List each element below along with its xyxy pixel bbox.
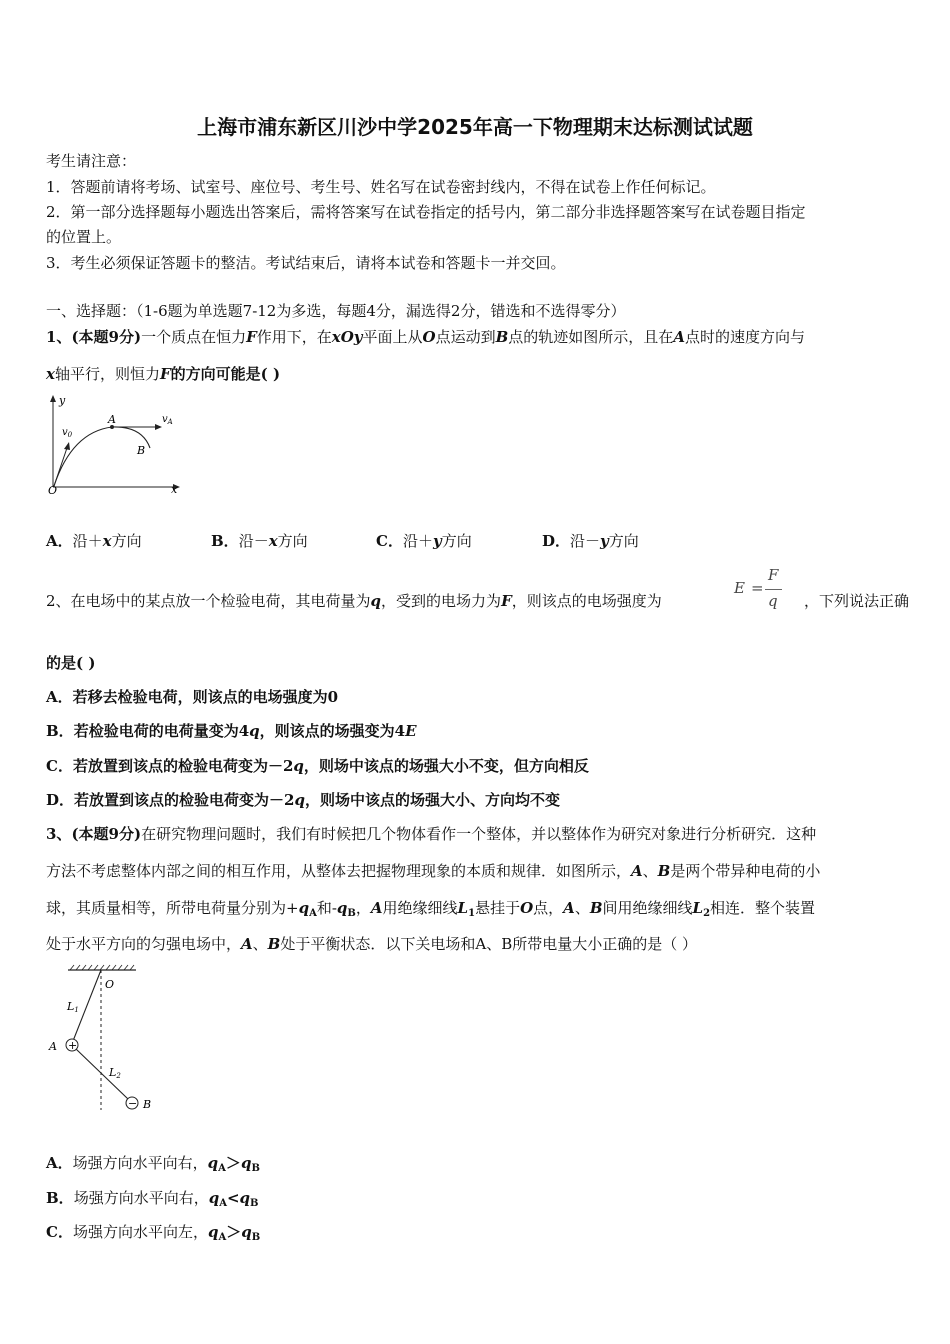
q3-text: 点， xyxy=(533,899,564,917)
notice-item-2: 2．第一部分选择题每小题选出答案后，需将答案写在试卷指定的括号内，第二部分非选择题答案写在试卷题目指定 xyxy=(46,203,806,221)
q1-text: 点运动到 xyxy=(435,328,496,346)
q1-line-2 xyxy=(46,364,280,384)
q3-subscript: B xyxy=(347,908,356,919)
field-strength-formula xyxy=(732,568,792,616)
option-var: q xyxy=(207,1223,219,1241)
l1-symbol: L xyxy=(67,1000,75,1013)
l1-subscript: 1 xyxy=(74,1006,79,1014)
option-text: 沿＋ xyxy=(72,532,103,550)
q3-text: 、 xyxy=(252,935,268,953)
notice-item-1: 1．答题前请将考场、试室号、座位号、考生号、姓名写在试卷密封线内，不得在试卷上作任何标记。 xyxy=(46,178,716,196)
formula-numerator: F xyxy=(768,566,779,584)
formula-eq: = xyxy=(751,579,764,597)
option-text: 若移去检验电荷，则该点的电场强度为0 xyxy=(72,688,339,706)
option-label: C． xyxy=(376,532,403,550)
option-text: 场强方向水平向左， xyxy=(72,1223,208,1241)
ball-a-label: A xyxy=(49,1040,57,1053)
q3-text: 、 xyxy=(642,862,658,880)
q3-option-c[interactable] xyxy=(46,1222,260,1248)
l1-label xyxy=(66,1000,79,1014)
v0-subscript: 0 xyxy=(67,431,73,439)
q2-var: F xyxy=(501,592,512,610)
option-label: C． xyxy=(46,1223,73,1241)
option-text: 沿－ xyxy=(570,532,601,550)
point-b-label: B xyxy=(137,444,146,457)
option-subscript: B xyxy=(251,1232,261,1243)
l2-symbol: L xyxy=(109,1066,117,1079)
point-o-label: O xyxy=(105,978,115,991)
q3-line-3 xyxy=(46,898,815,924)
v0-symbol: v xyxy=(62,427,68,438)
option-var: q xyxy=(241,1223,252,1241)
q2-line-1-end: ，下列说法正确 xyxy=(804,592,910,610)
q3-var: B xyxy=(267,935,281,953)
q3-var: O xyxy=(520,899,534,917)
option-label: B． xyxy=(46,722,74,740)
option-text: 场强方向水平向右， xyxy=(72,1154,208,1172)
q3-var: L xyxy=(457,899,469,917)
q1-text: 作用下，在 xyxy=(256,328,332,346)
va-subscript: A xyxy=(167,418,173,426)
option-label: A． xyxy=(46,532,73,550)
page-title: 上海市浦东新区川沙中学2025年高一下物理期末达标测试试题 xyxy=(197,115,753,139)
va-label xyxy=(162,414,173,426)
formula-denominator: q xyxy=(768,592,778,610)
ball-a-charge: + xyxy=(68,1039,78,1052)
va-arrow xyxy=(155,424,162,430)
option-text: 若放置到该点的检验电荷变为－2 xyxy=(74,791,295,809)
option-subscript: B xyxy=(250,1198,259,1209)
q3-num: 3、 xyxy=(46,825,72,843)
notice-heading: 考生请注意： xyxy=(46,152,137,170)
option-text: 方向 xyxy=(608,532,639,550)
ceiling-hatch xyxy=(70,965,134,970)
q3-var: B xyxy=(657,862,671,880)
option-var: q xyxy=(239,1189,251,1207)
formula-e: E xyxy=(734,579,745,597)
option-text: 方向 xyxy=(277,532,308,550)
q1-option-d[interactable] xyxy=(542,531,639,551)
q3-var: L xyxy=(692,899,704,917)
q1-score: (本题9分) xyxy=(71,328,142,346)
v0-vector xyxy=(54,445,68,486)
q3-line-4 xyxy=(46,934,697,954)
q3-option-a[interactable] xyxy=(46,1153,260,1179)
q2-line-1 xyxy=(46,591,662,611)
q2-option-a[interactable] xyxy=(46,687,338,707)
option-relation: ＞ xyxy=(225,1154,241,1172)
q3-subscript: 1 xyxy=(468,908,476,919)
q3-subscript: 2 xyxy=(703,908,711,919)
option-var: q xyxy=(294,791,305,809)
q3-var: B xyxy=(589,899,603,917)
q1-var: xOy xyxy=(331,328,363,346)
y-axis-arrow xyxy=(50,395,56,402)
ball-b-label: B xyxy=(143,1098,152,1111)
q3-subscript: A xyxy=(309,908,317,919)
q1-text: 轴平行，则恒力 xyxy=(54,365,160,383)
l2-label xyxy=(108,1066,121,1080)
option-var: x xyxy=(102,532,112,550)
q3-var: A xyxy=(370,899,383,917)
option-label: B． xyxy=(211,532,239,550)
q3-text: 和- xyxy=(316,899,337,917)
q2-text: ，则该点的电场强度为 xyxy=(511,592,662,610)
q2-line-2 xyxy=(46,653,95,673)
q1-text: 的方向可能是( ) xyxy=(170,365,281,383)
option-text: 方向 xyxy=(111,532,142,550)
q3-text: 悬挂于 xyxy=(475,899,521,917)
q3-text: 方法不考虑整体内部之间的相互作用，从整体去把握物理现象的本质和规律．如图所示， xyxy=(46,862,632,880)
notice-item-3: 3．考生必须保证答题卡的整洁。考试结束后，请将本试卷和答题卡一并交回。 xyxy=(46,254,566,272)
q3-pendulum-figure xyxy=(40,960,170,1120)
q1-text: 点时的速度方向与 xyxy=(684,328,805,346)
q2-text: 的是( ) xyxy=(46,654,96,672)
q3-var: A xyxy=(631,862,643,880)
q2-text: 2、在电场中的某点放一个检验电荷，其电荷量为 xyxy=(46,592,371,610)
option-text: 若放置到该点的检验电荷变为－2 xyxy=(72,757,294,775)
q2-option-c[interactable] xyxy=(46,756,589,776)
q1-var: A xyxy=(673,328,685,346)
q2-var: q xyxy=(370,592,382,610)
q3-text: 相连．整个装置 xyxy=(710,899,816,917)
q2-text: ，受到的电场力为 xyxy=(381,592,502,610)
option-text: 沿－ xyxy=(238,532,269,550)
q1-num: 1、 xyxy=(46,328,72,346)
q3-text: 、 xyxy=(574,899,590,917)
q3-text: 用绝缘细线 xyxy=(382,899,458,917)
option-subscript: B xyxy=(251,1163,260,1174)
option-subscript: A xyxy=(219,1198,227,1209)
option-text: ，则场中该点的场强大小、方向均不变 xyxy=(304,791,560,809)
q1-option-b[interactable] xyxy=(211,531,308,551)
y-axis-label: y xyxy=(59,394,66,407)
option-label: D． xyxy=(46,791,75,809)
option-text: 场强方向水平向右， xyxy=(73,1189,209,1207)
q3-text: 间用绝缘细线 xyxy=(602,899,693,917)
q2-option-b[interactable] xyxy=(46,721,417,741)
q3-text: 处于水平方向的匀强电场中， xyxy=(46,935,242,953)
option-var: E xyxy=(405,722,417,740)
q1-text: 点的轨迹如图所示，且在 xyxy=(508,328,674,346)
option-text: ，则场中该点的场强大小不变，但方向相反 xyxy=(303,757,589,775)
q1-trajectory-figure xyxy=(40,390,190,502)
q1-text: 平面上从 xyxy=(362,328,423,346)
option-relation: ＞ xyxy=(226,1223,242,1241)
q1-var: F xyxy=(246,328,257,346)
ball-b-charge: − xyxy=(128,1097,138,1110)
option-text: 方向 xyxy=(441,532,472,550)
q1-var: O xyxy=(422,328,436,346)
option-label: B． xyxy=(46,1189,74,1207)
q3-line-1 xyxy=(46,824,816,844)
option-var: q xyxy=(249,722,260,740)
option-label: A． xyxy=(46,1154,73,1172)
l2-subscript: 2 xyxy=(116,1072,121,1080)
q1-var: B xyxy=(495,328,509,346)
v0-label xyxy=(62,427,73,439)
q1-var: F xyxy=(159,365,171,383)
option-subscript: A xyxy=(218,1163,226,1174)
option-var: y xyxy=(432,532,442,550)
q2-option-d[interactable] xyxy=(46,790,560,810)
q3-text: ， xyxy=(355,899,371,917)
option-var: q xyxy=(240,1154,252,1172)
option-text: 若检验电荷的电荷量变为4 xyxy=(73,722,250,740)
origin-label: O xyxy=(48,484,58,497)
option-text: 沿＋ xyxy=(402,532,433,550)
option-var: x xyxy=(268,532,278,550)
q1-option-c[interactable] xyxy=(376,531,472,551)
q3-option-b[interactable] xyxy=(46,1188,259,1214)
option-var: y xyxy=(600,532,609,550)
option-var: q xyxy=(207,1154,219,1172)
q1-line-1 xyxy=(46,327,805,347)
option-text: ，则该点的场强变为4 xyxy=(259,722,406,740)
q1-text: 一个质点在恒力 xyxy=(141,328,247,346)
q3-text: 在研究物理问题时，我们有时候把几个物体看作一个整体，并以整体作为研究对象进行分析研究．这种 xyxy=(141,825,817,843)
q3-score: (本题9分) xyxy=(71,825,142,843)
q3-line-2 xyxy=(46,861,820,881)
q1-var: x xyxy=(46,365,55,383)
section-heading: 一、选择题：（1-6题为单选题7-12为多选，每题4分，漏选得2分，错选和不选得零分） xyxy=(46,302,626,320)
option-var: q xyxy=(208,1189,220,1207)
option-label: D． xyxy=(542,532,571,550)
q3-text: 处于平衡状态．以下关电场和A、B所带电量大小正确的是（ ） xyxy=(280,935,697,953)
q3-var: A xyxy=(241,935,253,953)
q3-var: q xyxy=(298,899,310,917)
option-relation: < xyxy=(226,1189,240,1207)
option-label: C． xyxy=(46,757,73,775)
option-subscript: A xyxy=(218,1232,227,1243)
q1-options xyxy=(46,531,906,551)
v0-arrow xyxy=(64,442,70,450)
x-axis-label: x xyxy=(171,483,178,496)
q3-var: q xyxy=(336,899,348,917)
va-symbol: v xyxy=(162,414,168,425)
point-a-label: A xyxy=(108,413,116,426)
option-label: A． xyxy=(46,688,73,706)
q3-text: 球，其质量相等，所带电荷量分别为+ xyxy=(46,899,299,917)
option-var: q xyxy=(293,757,304,775)
q1-option-a[interactable] xyxy=(46,531,142,551)
q3-var: A xyxy=(563,899,575,917)
q3-text: 是两个带异种电荷的小 xyxy=(670,862,821,880)
notice-item-2-cont: 的位置上。 xyxy=(46,228,122,246)
formula-bar xyxy=(765,589,782,590)
